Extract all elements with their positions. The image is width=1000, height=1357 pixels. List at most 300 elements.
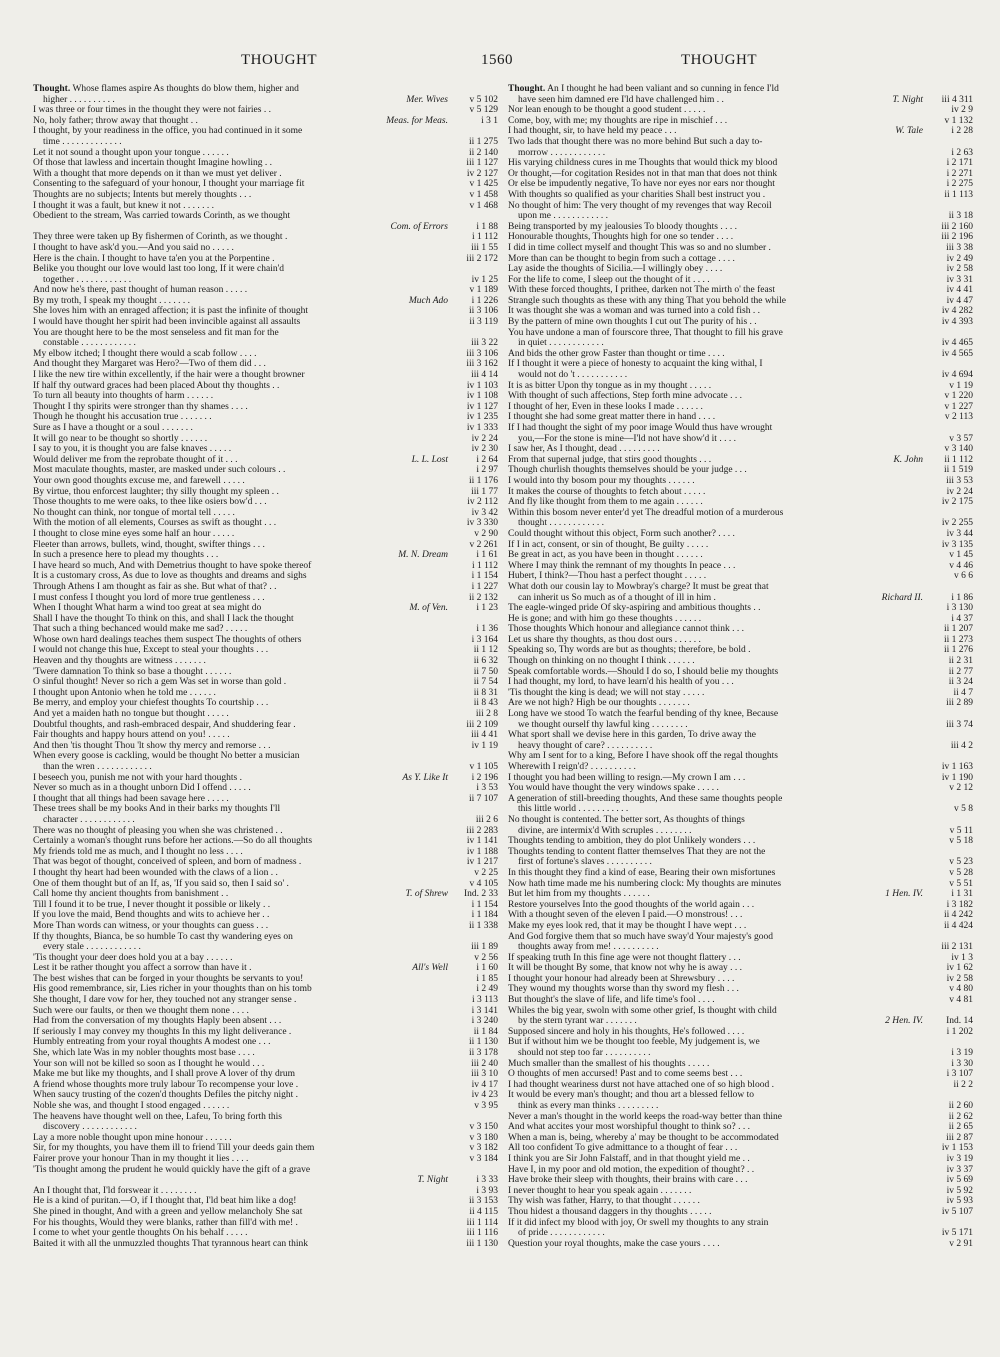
line-reference: v 3 140 [944,444,973,455]
concordance-line [33,815,498,826]
quotation-text: You would have thought the very windows spake . . . . . [508,783,719,794]
quotation-text: I thought, by your readiness in the office, you had continued in it some [33,126,303,137]
line-reference: i 2 28 [951,126,973,137]
quotation-text: I beseech you, punish me not with your hard thoughts . [33,772,242,783]
quotation-text: Thought. An I thought he had been valiant and so cunning in fence I'ld [508,84,779,94]
quotation-text: Question your royal thoughts, make the case yours . . . . [508,1238,720,1249]
concordance-line [508,741,973,752]
line-reference: ii 1 273 [943,634,973,645]
quotation-text: Heaven and thy thoughts are witness . . . . . . . [33,656,206,667]
concordance-line [508,783,973,794]
concordance-line [33,423,498,434]
concordance-line [508,1080,973,1091]
concordance-line [33,1069,498,1080]
header-left-word: THOUGHT [241,52,317,68]
concordance-line [508,1133,973,1144]
line-reference [929,1006,973,1017]
line-reference: i 1 88 [476,221,498,232]
line-reference: i 1 112 [471,560,498,571]
quotation-text: And now he's there, past thought of human reason . . . . . [33,285,248,296]
concordance-line [33,593,498,604]
quotation-text: Where I may think the remnant of my thoughts In peace . . . [508,560,736,571]
concordance-line [508,497,973,508]
concordance-line [33,1154,498,1165]
line-reference [454,751,498,762]
line-reference: i 1 202 [946,1026,973,1037]
quotation-text: Thou hidest a thousand daggers in thy thoughts . . . . . [508,1206,712,1217]
line-reference: iv 5 171 [941,1228,973,1239]
concordance-line [508,158,973,169]
concordance-line [33,497,498,508]
concordance-line [508,84,973,95]
line-reference: ii 1 113 [944,189,973,200]
concordance-line [33,995,498,1006]
line-reference: ii 1 112 [944,454,973,465]
concordance-line [33,137,498,148]
quotation-text: Have broke their sleep with thoughts, their brains with care . . . [508,1175,748,1186]
play-title: Richard II. [881,592,923,603]
concordance-line [33,381,498,392]
quotation-text: Whiles the big year, swoln with some other grief, Is thought with child [508,1005,777,1016]
line-reference: ii 1 130 [468,1037,498,1048]
quotation-text: I would have thought her spirit had been invincible against all assaults [33,317,301,328]
concordance-line [33,328,498,339]
line-reference: i 2 275 [946,179,973,190]
concordance-line [508,275,973,286]
quotation-text: Thy wish was father, Harry, to that thought . . . . . . [508,1196,700,1207]
concordance-line [508,762,973,773]
line-reference [454,126,498,137]
quotation-text: of pride . . . . . . . . . . . . [518,1228,605,1239]
line-reference: ii 2 60 [948,1101,973,1111]
line-reference: ii 2 31 [948,656,973,667]
concordance-line [508,1069,973,1080]
concordance-line [508,1143,973,1154]
line-reference: iii 3 106 [466,348,498,359]
concordance-line [508,1154,973,1165]
line-reference [929,847,973,858]
line-reference: iv 4 694 [941,370,973,381]
quotation-text: I thought it was a fault, but knew it not . . . . . . . [33,200,215,211]
quotation-text: Be merry, and employ your chiefest thoughts To courtship . . . [33,698,269,709]
headword: Thought. [33,84,71,94]
concordance-line [508,148,973,159]
concordance-line [33,1207,498,1218]
line-reference: ii 1 338 [468,920,498,931]
line-reference: iv 3 330 [466,518,498,529]
quotation-text: Let us share thy thoughts, as thou dost ours . . . . . . [508,634,701,645]
quotation-text: She, which late Was in my nobler thoughts most base . . . . [33,1048,255,1059]
line-reference: iv 1 217 [466,857,498,868]
line-reference: ii 1 12 [473,645,498,656]
play-title: 2 Hen. IV. [885,1016,923,1027]
quotation-text: Wherewith I reign'd? . . . . . . . . . . [508,762,636,772]
concordance-line [33,963,498,974]
quotation-text: Make my eyes look red, that it may be thought I have wept . . . [508,920,747,931]
play-title: W. Tale [895,126,923,137]
line-reference: ii 2 2 [953,1079,973,1090]
concordance-line [33,254,498,265]
line-reference: i 2 271 [946,168,973,179]
quotation-text: When a man is, being, whereby a' may be thought to be accommodated [508,1132,779,1143]
line-reference: iii 2 283 [466,825,498,836]
line-reference [929,751,973,762]
line-reference: v 5 102 [469,94,498,105]
line-reference: ii 2 140 [468,147,498,158]
concordance-line [33,179,498,190]
quotation-text: I thought she had some great matter there in hand . . . . [508,412,716,423]
quotation-text: I thought that all things had been savage here . . . . . [33,793,229,804]
concordance-line [33,465,498,476]
line-reference: i 3 33 [476,1175,498,1186]
line-reference: v 3 150 [469,1122,498,1133]
play-title: K. John [893,454,923,465]
concordance-line [508,179,973,190]
concordance-line [508,1228,973,1239]
line-reference: iii 2 87 [946,1132,973,1143]
quotation-text: They wound my thoughts worse than thy sword my flesh . . . [508,984,739,995]
concordance-line [33,317,498,328]
line-reference: iv 1 141 [466,836,498,847]
line-reference: v 5 51 [949,878,973,889]
concordance-line [508,730,973,741]
quotation-text: upon me . . . . . . . . . . . . [518,211,608,222]
quotation-text: can inherit us So much as of a thought of ill in him . [518,592,716,603]
quotation-text: My friends told me as much, and I thought no less . . . . [33,846,243,857]
quotation-text: Those thoughts to me were oaks, to thee like osiers bow'd . . . [33,497,267,508]
line-reference: v 2 12 [949,783,973,794]
quotation-text: It is as bitter Upon thy tongue as in my thought . . . . . [508,380,712,391]
quotation-text: They three were taken up By fishermen of Corinth, as we thought . [33,232,288,243]
concordance-line [508,232,973,243]
concordance-line [508,582,973,593]
quotation-text: In such a presence here to plead my thoughts . . . [33,550,219,561]
concordance-line [33,201,498,212]
quotation-text: I thought of her, Even in these looks I made . . . . . . [508,401,703,412]
quotation-text: Within this bosom never enter'd yet The dreadful motion of a murderous [508,507,784,518]
concordance-line [33,1037,498,1048]
line-reference [929,709,973,720]
line-reference [929,582,973,593]
line-reference: ii 3 119 [469,317,498,328]
quotation-text: time . . . . . . . . . . . . . [43,136,122,147]
line-reference: ii 3 106 [468,306,498,317]
quotation-text: Those thoughts Which honour and allegiance cannot think . . . [508,624,744,635]
concordance-line [33,804,498,815]
concordance-line [508,243,973,254]
concordance-line [33,550,498,561]
quotation-text: And thought they Margaret was Hero?—Two of them did . . . [33,359,266,370]
concordance-line [33,826,498,837]
concordance-line [33,116,498,127]
line-reference: iii 3 10 [471,1069,498,1080]
concordance-line [33,656,498,667]
concordance-line [33,794,498,805]
concordance-line [508,487,973,498]
quotation-text: Though churlish thoughts themselves should be your judge . . . [508,465,747,476]
quotation-text: we thought ourself thy lawful king . . . . . . . . [518,719,688,730]
concordance-line [508,1196,973,1207]
line-reference: iv 2 127 [466,168,498,179]
quotation-text: 'Tis thought your deer does hold you at a bay . . . . . . [33,952,233,963]
quotation-text: I say to you, it is thought you are false knaves . . . . . [33,444,232,455]
line-reference: i 1 227 [471,581,498,592]
concordance-line [508,879,973,890]
concordance-line [508,296,973,307]
concordance-line [33,1048,498,1059]
quotation-text: I thought upon Antonio when he told me . . . . . . [33,687,216,698]
concordance-line [33,836,498,847]
quotation-text: higher . . . . . . . . . . [43,94,115,105]
line-reference: ii 6 32 [473,656,498,667]
quotation-text: If seriously I may convey my thoughts In this my light deliverance . [33,1026,292,1037]
concordance-line [33,645,498,656]
quotation-text: Had from the conversation of my thoughts Haply been absent . . . [33,1016,282,1027]
quotation-text: thought . . . . . . . . . . . . [518,518,605,529]
concordance-line [508,688,973,699]
line-reference: ii 1 84 [473,1026,498,1037]
quotation-text: think as every man thinks . . . . . . . . . [518,1101,659,1111]
concordance-line [508,1207,973,1218]
line-reference: v 3 95 [474,1101,498,1111]
line-reference: i 3 240 [471,1016,498,1027]
quotation-text: discovery . . . . . . . . . . . . [43,1122,137,1133]
line-reference: v 1 425 [469,179,498,190]
line-reference: ii 2 65 [948,1122,973,1133]
line-reference: i 3 30 [951,1058,973,1069]
line-reference: iii 1 55 [471,242,498,253]
line-reference: ii 3 24 [948,677,973,688]
line-reference: v 1 105 [469,762,498,772]
line-reference [929,932,973,943]
concordance-line [508,1122,973,1133]
quotation-text: That was begot of thought, conceived of spleen, and born of madness . [33,857,302,868]
quotation-text: With a thought seven of the eleven I paid.—O monstrous! . . . [508,910,743,921]
quotation-text: It would be every man's thought; and thou art a blessed fellow to [508,1090,755,1101]
concordance-line [508,412,973,423]
concordance-line [33,1006,498,1017]
line-reference [929,1090,973,1101]
concordance-line [508,1175,973,1186]
line-reference: v 1 458 [469,189,498,200]
quotation-text: Your own good thoughts excuse me, and farewell . . . . . [33,475,245,486]
quotation-text: She pined in thought, And with a green and yellow melancholy She sat [33,1206,303,1217]
quotation-text: By virtue, thou enforcest laughter; thy silly thought my spleen . . [33,486,279,497]
concordance-line [508,1037,973,1048]
concordance-line [33,1228,498,1239]
concordance-line [33,412,498,423]
line-reference: i 1 86 [951,592,973,603]
line-reference: i 1 85 [476,973,498,984]
quotation-text: If speaking truth In this fine age were not thought flattery . . . [508,952,741,963]
concordance-line [33,264,498,275]
quotation-text: every stale . . . . . . . . . . . . [43,942,141,953]
line-reference: ii 2 132 [468,592,498,603]
line-reference [929,201,973,212]
concordance-line [508,116,973,127]
concordance-line [33,338,498,349]
quotation-text: Nor lean enough to be thought a good student . . . . . [508,105,706,116]
concordance-line [508,677,973,688]
concordance-line [508,698,973,709]
concordance-line [33,518,498,529]
quotation-text: Through Athens I am thought as fair as she. But what of that? . . [33,581,277,592]
line-reference: iii 2 160 [941,221,973,232]
quotation-text: With the motion of all elements, Courses as swift as thought . . . [33,518,277,529]
concordance-line [508,254,973,265]
play-title: As Y. Like It [402,772,448,783]
quotation-text: Lest it be rather thought you affect a sorrow than have it . [33,963,252,974]
concordance-line [33,942,498,953]
line-reference: iv 5 107 [941,1206,973,1217]
line-reference: iii 2 6 [475,814,498,825]
concordance-line [33,635,498,646]
line-reference: iv 3 37 [946,1164,973,1175]
concordance-line [508,794,973,805]
quotation-text: It will be thought By some, that know not why he is away . . . [508,963,743,974]
right-column [508,84,973,1346]
concordance-line [33,762,498,773]
page-number: 1560 [481,52,513,68]
line-reference: iv 2 30 [471,444,498,455]
line-reference [454,614,498,625]
quotation-text: Much smaller than the smallest of his thoughts . . . . . [508,1058,710,1069]
quotation-text: Though on thinking on no thought I think . . . . . . [508,656,695,667]
quotation-text: I like the new tire within excellently, if the hair were a thought browner [33,370,305,381]
line-reference [454,1112,498,1123]
quotation-text: If half thy outward graces had been placed About thy thoughts . . [33,380,280,391]
line-reference: i 3 107 [946,1069,973,1080]
concordance-line [33,561,498,572]
quotation-text: It was thought she was a woman and was turned into a cold fish . . [508,306,760,317]
quotation-text: She thought, I dare vow for her, they touched not any stranger sense . [33,995,297,1006]
quotation-text: I thought you had been willing to resign.—My crown I am . . . [508,772,746,783]
line-reference: v 6 6 [954,571,973,582]
line-reference: ii 7 50 [473,666,498,677]
quotation-text: have seen him damned ere I'ld have challenged him . . [518,94,724,105]
line-reference: iii 2 131 [941,942,973,953]
concordance-line [508,1239,973,1250]
concordance-line [33,1112,498,1123]
concordance-line [508,359,973,370]
line-reference: iii 2 172 [466,253,498,264]
concordance-line [33,879,498,890]
quotation-text: morrow . . . . . . . . . . . . [518,147,606,158]
quotation-text: Long have we stood To watch the fearful bending of thy knee, Because [508,709,779,720]
play-title: T. Night [892,94,923,105]
quotation-text: If it did infect my blood with joy, Or swell my thoughts to any strain [508,1217,769,1228]
quotation-text: A generation of still-breeding thoughts, And these same thoughts people [508,793,783,804]
concordance-line [508,1090,973,1101]
play-title: M. N. Dream [398,550,448,561]
quotation-text: To turn all beauty into thoughts of harm . . . . . . [33,391,214,402]
concordance-line [33,296,498,307]
concordance-line [33,783,498,794]
concordance-line [33,540,498,551]
concordance-line [508,211,973,222]
line-reference: iii 2 109 [466,719,498,730]
quotation-text: Why am I sent for to a king, Before I have shook off the regal thoughts [508,751,778,762]
line-reference: v 1 19 [949,380,973,391]
line-reference [929,815,973,826]
concordance-line [33,1016,498,1027]
concordance-line [508,932,973,943]
concordance-line [33,84,498,95]
quotation-text: Such were our faults, or then we thought them none . . . . [33,1005,249,1016]
line-reference: i 1 112 [471,232,498,243]
quotation-text: Baited it with all the unmuzzled thoughts That tyrannous heart can think [33,1238,308,1249]
line-reference: v 4 80 [949,984,973,995]
concordance-line [33,455,498,466]
concordance-line [508,1016,973,1027]
line-reference: iv 4 565 [941,348,973,359]
concordance-line [508,285,973,296]
quotation-text: than the wren . . . . . . . . . . . . [43,762,152,772]
concordance-line [508,306,973,317]
line-reference: ii 4 242 [943,910,973,921]
quotation-text: I have heard so much, And with Demetrius thought to have spoke thereof [33,560,312,571]
concordance-line [33,614,498,625]
quotation-text: Thoughts are no subjects; Intents but merely thoughts . . . [33,189,252,200]
quotation-text: Two lads that thought there was no more behind But such a day to- [508,136,763,147]
concordance-line [508,95,973,106]
line-reference: iv 1 62 [946,963,973,974]
concordance-line [508,201,973,212]
concordance-line [508,508,973,519]
running-header [0,52,1000,72]
line-reference: iii 4 311 [941,94,973,105]
quotation-text: Of those that lawless and incertain thought Imagine howling . . [33,158,273,169]
quotation-text: Would deliver me from the reprobate thought of it . . . [33,454,238,465]
line-reference [454,932,498,943]
line-reference: iii 2 89 [946,698,973,709]
quotation-text: For his thoughts, Would they were blanks, rather than fill'd with me! . [33,1217,298,1228]
quotation-text: 'Twere damnation To think so base a thought . . . . . . [33,666,232,677]
line-reference: v 4 46 [949,560,973,571]
quotation-text: I thought to have ask'd you.—And you said no . . . . . [33,242,234,253]
play-title: Much Ado [408,295,448,306]
line-reference [454,264,498,275]
quotation-text: Here is the chain. I thought to have ta'en you at the Porpentine . [33,253,275,264]
line-reference: iv 2 175 [941,497,973,508]
quotation-text: Most maculate thoughts, master, are masked under such colours . . [33,465,286,476]
line-reference: i 2 97 [476,465,498,476]
play-title: All's Well [412,963,448,974]
quotation-text: You have undone a man of fourscore three, That thought to fill his grave [508,327,783,338]
concordance-line [33,222,498,233]
concordance-line [33,1101,498,1112]
concordance-line [508,868,973,879]
quotation-text: And bids the other grow Faster than thought or time . . . . [508,348,725,359]
concordance-line [508,1165,973,1176]
line-reference: ii 4 115 [469,1206,498,1217]
concordance-line [508,561,973,572]
line-reference: ii 1 276 [943,645,973,656]
concordance-line [33,773,498,784]
quotation-text: In this thought they find a kind of ease, Bearing their own misfortunes [508,867,776,878]
concordance-line [33,148,498,159]
quotation-text: It will go near to be thought so shortly . . . . . . [33,433,208,444]
quotation-text [33,222,387,233]
concordance-line [33,169,498,180]
line-reference: ii 1 275 [468,136,498,147]
quotation-text: I would into thy bosom pour my thoughts . . . . . . [508,475,695,486]
line-reference: v 4 81 [949,995,973,1006]
line-reference [929,359,973,370]
quotation-text: first of fortune's slaves . . . . . . . . . . [518,857,652,868]
concordance-line [33,243,498,254]
concordance-line [508,709,973,720]
